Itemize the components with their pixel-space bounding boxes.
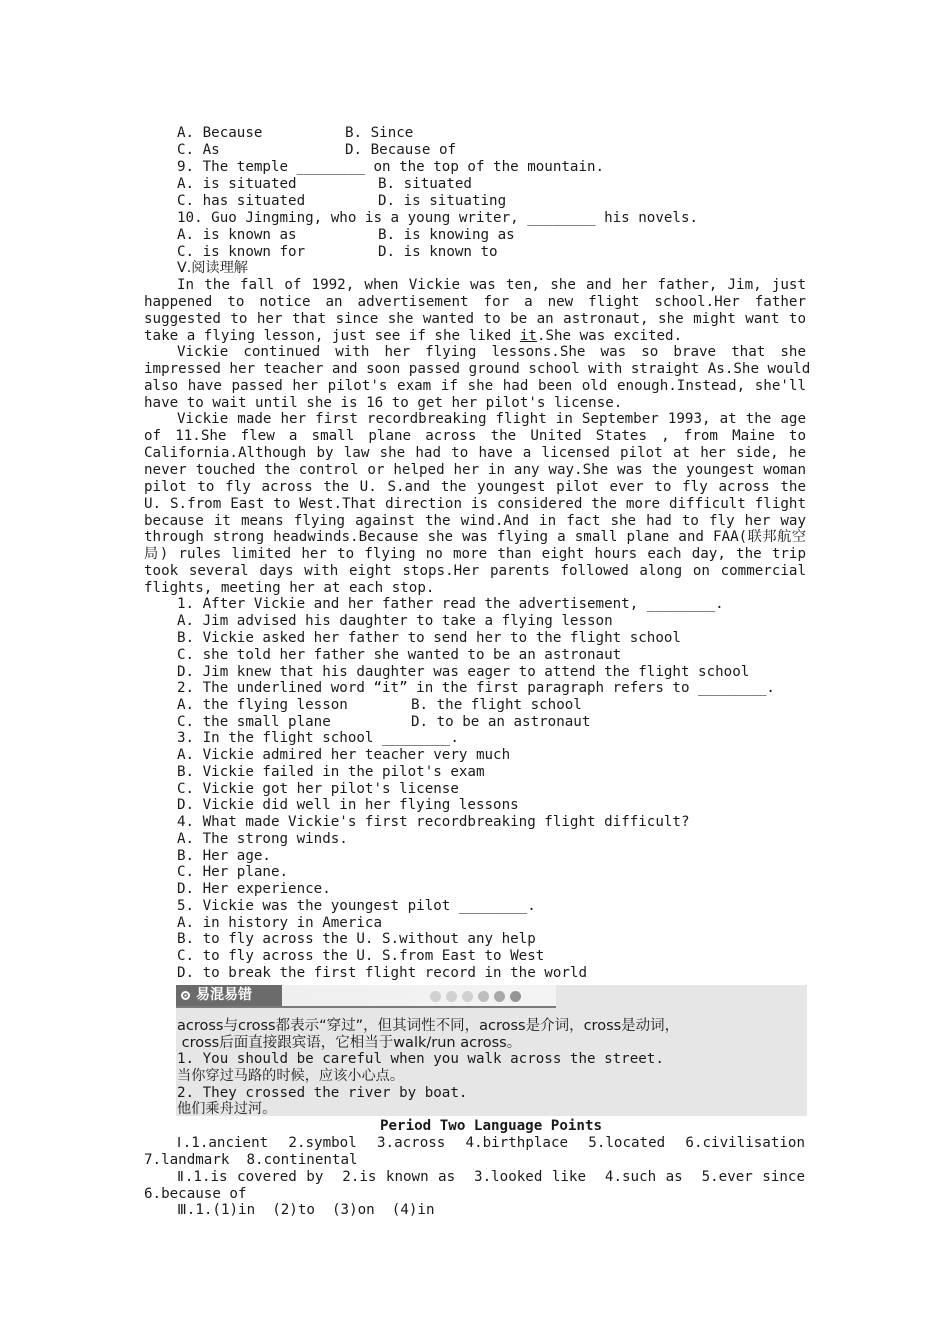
option-line: D. Because of xyxy=(345,142,457,158)
example-translation: 当你穿过马路的时候，应该小心点。 xyxy=(177,1068,405,1084)
answer-line: Ⅰ.1.ancient 2.symbol 3.across 4.birthplace 5.located 6.civilisation xyxy=(177,1135,805,1151)
passage-line: U. S.from East to West.That direction is considered the more difficult flight xyxy=(144,496,806,512)
option-line: D. is situating xyxy=(378,193,507,209)
passage-line: In the fall of 1992, when Vickie was ten, she and her father, Jim, just xyxy=(177,277,806,293)
question-stem: 10. Guo Jingming, who is a young writer, ________ his novels. xyxy=(177,210,699,226)
option-line: A. the flying lesson xyxy=(177,697,348,713)
option-line: A. Vickie admired her teacher very much xyxy=(177,747,511,763)
question-stem: 3. In the flight school ________. xyxy=(177,730,459,746)
passage-line: suggested to her that since she wanted to be an astronaut, she might want to xyxy=(144,311,806,327)
confusion-note-box xyxy=(176,985,807,1116)
passage-line: of 11.She flew a small plane across the United States , from Maine to xyxy=(144,428,806,444)
example-sentence: 1. You should be careful when you walk across the street. xyxy=(177,1051,664,1067)
confusion-note-header xyxy=(176,985,556,1008)
confusion-note-tab: 易混易错 xyxy=(176,985,282,1006)
passage-line: 局) rules limited her to flying no more than eight hours each day, the trip xyxy=(144,546,806,562)
passage-line: flights, meeting her at each stop. xyxy=(144,580,435,596)
option-line: A. is known as xyxy=(177,227,297,243)
question-stem: 1. After Vickie and her father read the advertisement, ________. xyxy=(177,596,724,612)
option-line: C. Vickie got her pilot's license xyxy=(177,781,459,797)
passage-line: pilot to fly across the U. S.and the youngest pilot ever to fly across the xyxy=(144,479,806,495)
underlined-word: it xyxy=(519,328,537,344)
option-line: A. in history in America xyxy=(177,915,382,931)
question-stem: 9. The temple ________ on the top of the mountain. xyxy=(177,159,605,175)
answers-heading: Period Two Language Points xyxy=(379,1118,603,1134)
passage-line: also have passed her pilot's exam if she had been old enough.Instead, she'll xyxy=(144,378,806,394)
option-line: C. the small plane xyxy=(177,714,331,730)
option-line: B. the flight school xyxy=(411,697,582,713)
option-line: A. Jim advised his daughter to take a flying lesson xyxy=(177,613,613,629)
passage-line: happened to notice an advertisement for a new flight school.Her father xyxy=(144,294,806,310)
passage-line: have to wait until she is 16 to get her pilot's license. xyxy=(144,395,623,411)
option-line: B. is knowing as xyxy=(378,227,515,243)
option-line: B. situated xyxy=(378,176,472,192)
question-stem: 5. Vickie was the youngest pilot ________. xyxy=(177,898,536,914)
option-line: B. Vickie failed in the pilot's exam xyxy=(177,764,485,780)
option-line: A. Because xyxy=(177,125,263,141)
option-line: B. to fly across the U. S.without any help xyxy=(177,931,536,947)
option-line: A. is situated xyxy=(177,176,297,192)
option-line: D. Jim knew that his daughter was eager to attend the flight school xyxy=(177,664,750,680)
passage-line: California.Although by law she had to have a licensed pilot at her side, he xyxy=(144,445,806,461)
question-stem: 2. The underlined word “it” in the first paragraph refers to ________. xyxy=(177,680,775,696)
answer-line: Ⅲ.1.(1)in (2)to (3)on (4)in xyxy=(177,1202,435,1218)
passage-line: Vickie made her first recordbreaking flight in September 1993, at the age xyxy=(177,411,806,427)
example-sentence: 2. They crossed the river by boat. xyxy=(177,1085,468,1101)
option-line: D. to break the first flight record in the world xyxy=(177,965,587,981)
passage-line: because it means flying against the wind.And in fact she had to fly her way xyxy=(144,513,806,529)
option-line: C. has situated xyxy=(177,193,306,209)
option-line: B. Since xyxy=(345,125,414,141)
note-text: cross后面直接跟宾语，它相当于walk/run across。 xyxy=(177,1035,522,1051)
option-line: D. is known to xyxy=(378,244,498,260)
answer-line: 6.because of xyxy=(144,1186,247,1202)
passage-line: Vickie continued with her flying lessons.She was so brave that she xyxy=(177,344,806,360)
option-line: B. Her age. xyxy=(177,848,271,864)
option-line: A. The strong winds. xyxy=(177,831,348,847)
passage-line: took several days with eight stops.Her parents followed along on commercial xyxy=(144,563,806,579)
option-line: C. Her plane. xyxy=(177,864,289,880)
decorative-dots xyxy=(430,990,526,1006)
passage-line: impressed her teacher and soon passed ground school with straight As.She would xyxy=(144,361,811,377)
option-line: D. to be an astronaut xyxy=(411,714,591,730)
note-text: across与cross都表示“穿过”，但其词性不同，across是介词，cross是动词， xyxy=(177,1018,680,1034)
passage-line: take a flying lesson, just see if she liked it.She was excited. xyxy=(144,328,683,344)
option-line: C. to fly across the U. S.from East to West xyxy=(177,948,545,964)
option-line: C. she told her father she wanted to be an astronaut xyxy=(177,647,622,663)
option-line: D. Her experience. xyxy=(177,881,331,897)
target-bullet-icon xyxy=(181,991,190,1000)
passage-line: through strong headwinds.Because she was flying a small plane and FAA(联邦航空 xyxy=(144,529,806,545)
section-title: Ⅴ.阅读理解 xyxy=(177,260,248,276)
answer-line: Ⅱ.1.is covered by 2.is known as 3.looked like 4.such as 5.ever since xyxy=(177,1169,805,1185)
option-line: C. is known for xyxy=(177,244,306,260)
option-line: B. Vickie asked her father to send her to the flight school xyxy=(177,630,681,646)
example-translation: 他们乘舟过河。 xyxy=(177,1101,277,1117)
option-line: C. As xyxy=(177,142,220,158)
question-stem: 4. What made Vickie's first recordbreaking flight difficult? xyxy=(177,814,690,830)
option-line: D. Vickie did well in her flying lessons xyxy=(177,797,519,813)
answer-line: 7.landmark 8.continental xyxy=(144,1152,358,1168)
passage-line: never touched the control or helped her in any way.She was the youngest woman xyxy=(144,462,806,478)
